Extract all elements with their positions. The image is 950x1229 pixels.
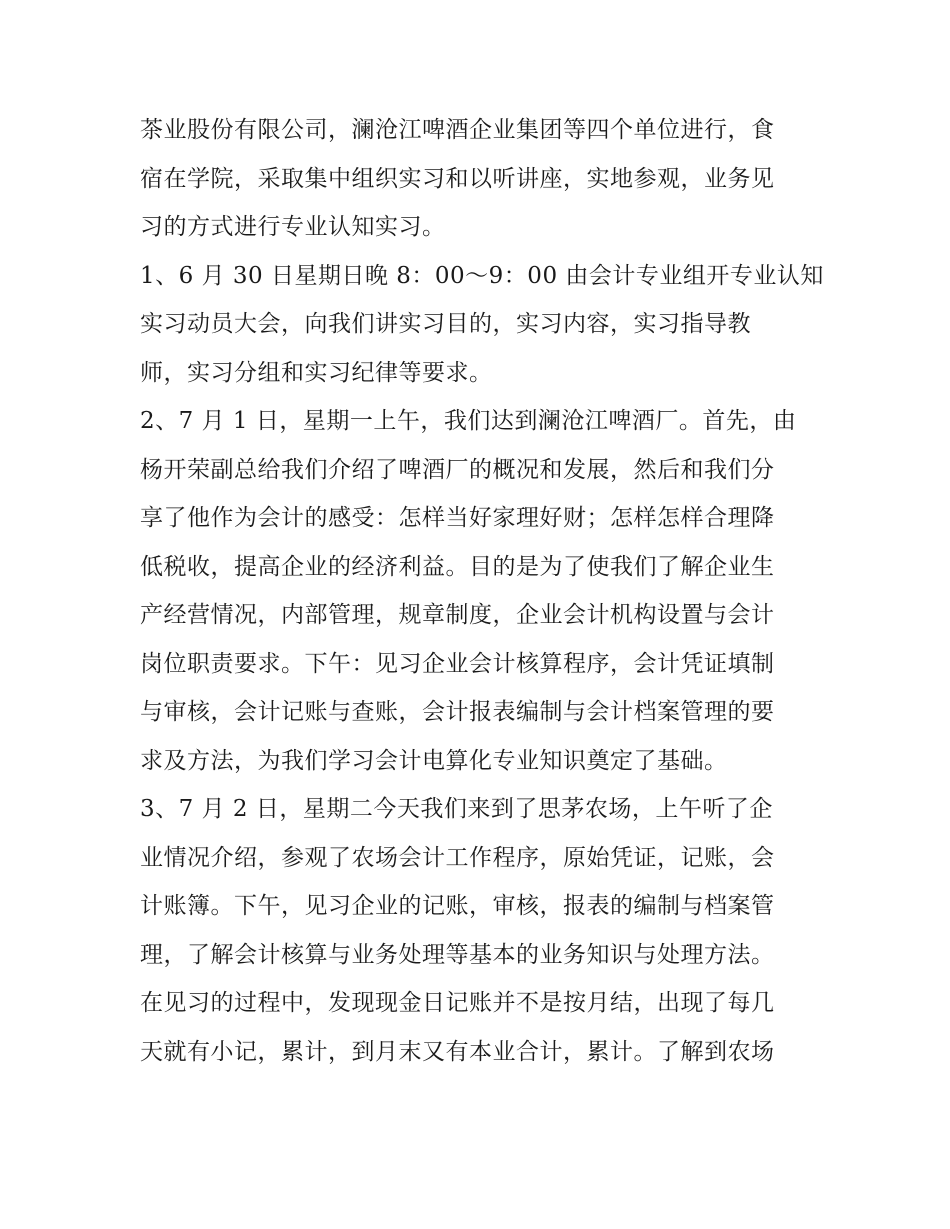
text-line: 享了他作为会计的感受：怎样当好家理好财；怎样怎样合理降 — [140, 505, 775, 531]
text-line: 习的方式进行专业认知实习。 — [140, 214, 446, 240]
text-line: 茶业股份有限公司，澜沧江啤酒企业集团等四个单位进行，食 — [140, 117, 775, 143]
text-line: 师，实习分组和实习纪律等要求。 — [140, 359, 493, 386]
text-line: 低税收，提高企业的经济利益。目的是为了使我们了解企业生 — [140, 553, 775, 580]
text-line: 理，了解会计核算与业务处理等基本的业务知识与处理方法。 — [140, 941, 775, 968]
text-line: 产经营情况，内部管理，规章制度，企业会计机构设置与会计 — [140, 602, 775, 628]
text-line: 2、7 月 1 日，星期一上午，我们达到澜沧江啤酒厂。首先，由 — [140, 408, 797, 434]
text-line: 杨开荣副总给我们介绍了啤酒厂的概况和发展，然后和我们分 — [140, 456, 775, 483]
text-line: 实习动员大会，向我们讲实习目的，实习内容，实习指导教 — [140, 311, 751, 337]
text-line: 天就有小记，累计，到月末又有本业合计，累计。了解到农场 — [140, 1038, 775, 1065]
text-line: 1、6 月 30 日星期日晚 8：00～9：00 由会计专业组开专业认知 — [140, 262, 824, 289]
text-line: 业情况介绍，参观了农场会计工作程序，原始凭证，记账，会 — [140, 844, 775, 871]
text-line: 在见习的过程中，发现现金日记账并不是按月结，出现了每几 — [140, 990, 775, 1016]
text-line: 宿在学院，采取集中组织实习和以听讲座，实地参观，业务见 — [140, 165, 775, 192]
text-line: 3、7 月 2 日，星期二今天我们来到了思茅农场，上午听了企 — [140, 796, 773, 822]
text-line: 岗位职责要求。下午：见习企业会计核算程序，会计凭证填制 — [140, 650, 775, 677]
body-text — [140, 106, 824, 1076]
text-line: 求及方法，为我们学习会计电算化专业知识奠定了基础。 — [140, 747, 728, 774]
text-line: 计账簿。下午，见习企业的记账，审核，报表的编制与档案管 — [140, 893, 775, 919]
text-line: 与审核，会计记账与查账，会计报表编制与会计档案管理的要 — [140, 699, 775, 725]
